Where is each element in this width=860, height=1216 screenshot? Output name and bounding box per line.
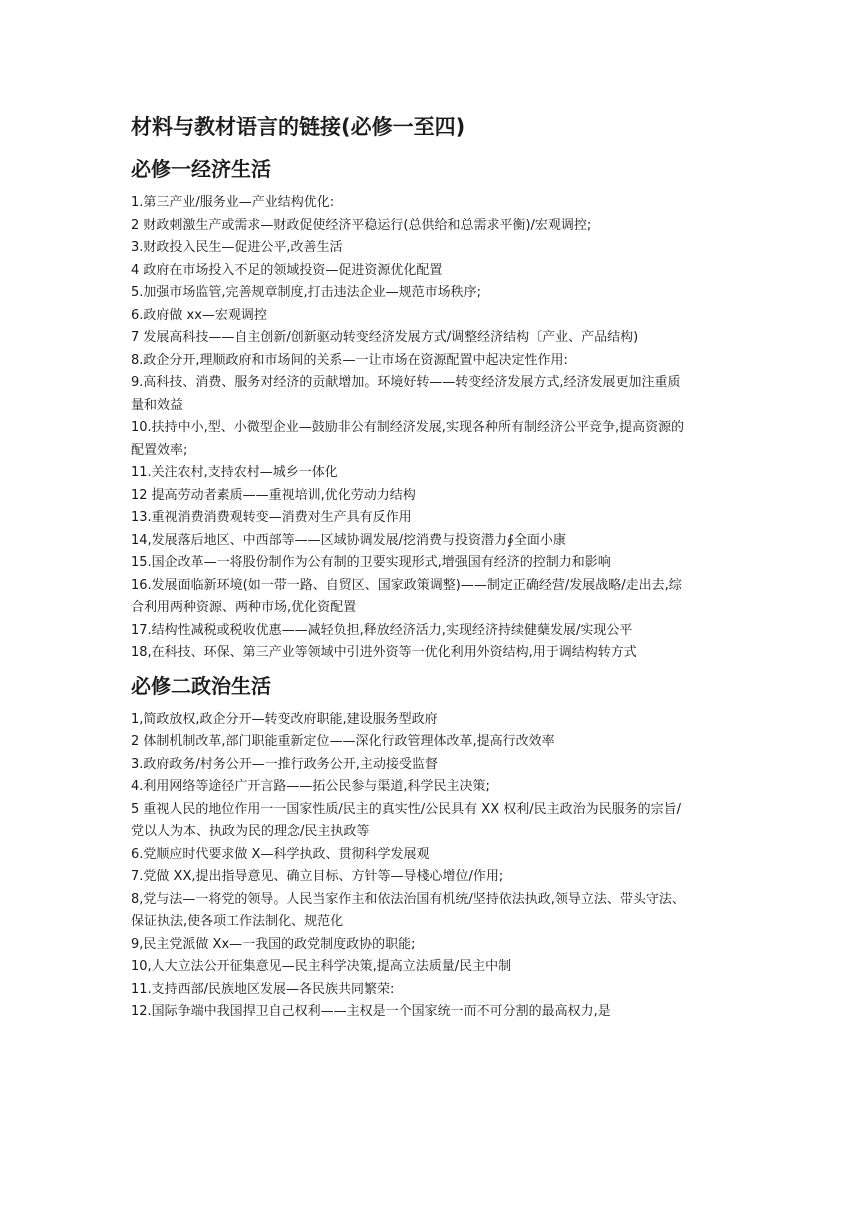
document-page — [131, 112, 693, 1024]
list-item: 8.政企分开,理顺政府和市场间的关系—一让市场在资源配置中起决定性作用: — [131, 352, 568, 368]
list-item: 8,党与法—一将党的领导。人民当家作主和依法治国有机统/坚持依法执政,领导立法、带头守法、保证执法,使各项工作法制化、规范化 — [131, 891, 685, 929]
list-item: 2 财政刺激生产或需求—财政促使经济平稳运行(总供给和总需求平衡)/宏观调控; — [131, 217, 592, 233]
list-item: 11.关注农村,支持农村—城乡一体化 — [131, 465, 338, 480]
list-item: 5.加强市场监管,完善规章制度,打击违法企业—规范市场秩序; — [131, 285, 482, 300]
list-item: 12.国际争端中我国捍卫自己权利——主权是一个国家统一而不可分割的最高权力,是 — [131, 1004, 611, 1019]
list-item: 10.扶持中小,型、小微型企业—鼓励非公有制经济发展,实现各种所有制经济公平竞争,提高资源的配置效率; — [131, 420, 685, 458]
list-item: 6.党顺应时代要求做 X—科学执政、贯彻科学发展观 — [131, 846, 430, 862]
list-item: 7.党做 XX,提出指导意见、确立目标、方针等—导棧心增位/作用; — [131, 869, 504, 884]
list-item: 3.财政投入民生—促进公平,改善生活 — [131, 240, 343, 255]
list-item: 9.高科技、消费、服务对经济的贡献增加。环境好转——转变经济发展方式,经济发展更加注重质量和效益 — [131, 375, 681, 413]
list-item: 4.利用网络等途径广开言路——拓公民参与渠道,科学民主决策; — [131, 779, 490, 794]
list-item: 14,发展落后地区、中西部等——区域协调发展/挖消费与投资潜力∮全面小康 — [131, 532, 566, 548]
list-item: 18,在科技、环保、第三产业等领域中引进外资等一优化利用外资结构,用于调结构转方式 — [131, 645, 637, 660]
list-item: 17.结构性减税或税收优惠——减轻负担,释放经济活力,实现经济持续健蘖发展/实现公平 — [131, 622, 633, 638]
list-item: 5 重视人民的地位作用一一国家性质/民主的真实性/公民具有 XX 权利/民主政治为民服务的宗旨/党以人为本、执政为民的理念/民主执政等 — [131, 801, 681, 839]
section-heading-politics: 必修二政治生活 — [131, 673, 271, 698]
list-item: 9,民主党派做 Xx—一我国的政党制度政协的职能; — [131, 936, 416, 952]
list-item: 16.发展面临新环境(如一带一路、自贸区、国家政策调整)——制定正确经营/发展战略/走出去,综合利用两种资源、两种市场,优化资配置 — [131, 577, 682, 615]
politics-item-list — [131, 709, 693, 1024]
list-item: 3.政府政务/村务公开—一推行政务公开,主动接受监督 — [131, 756, 438, 772]
list-item: 12 提高劳动者素质——重视培训,优化劳动力结构 — [131, 487, 416, 503]
list-item: 11.支持西部/民族地区发展—各民族共同繁荣: — [131, 981, 395, 997]
list-item: 1,简政放权,政企分开—转变改府职能,建设服务型政府 — [131, 711, 438, 727]
list-item: 4 政府在市场投入不足的领域投资—促进资源优化配置 — [131, 262, 443, 278]
economics-item-list — [131, 192, 693, 665]
section-heading-economics: 必修一经济生活 — [131, 157, 271, 181]
list-item: 13.重视消费消费观转变—消费对生产具有反作用 — [131, 510, 412, 525]
list-item: 1.第三产业/服务业—产业结构优化: — [131, 195, 335, 210]
list-item: 2 体制机制改革,部门职能重新定位——深化行政管理体改革,提高行改效率 — [131, 734, 555, 749]
list-item: 7 发展高科技——自主创新/创新驱动转变经济发展方式/调整经济结构〔产业、产品结构) — [131, 330, 639, 345]
list-item: 15.国企改革—一将股份制作为公有制的卫要实现形式,增强国有经济的控制力和影响 — [131, 555, 611, 570]
list-item: 6.政府做 xx—宏观调控 — [131, 307, 267, 323]
document-title: 材料与教材语言的链接(必修一至四) — [131, 115, 466, 139]
list-item: 10,人大立法公开征集意见—民主科学决策,提高立法质量/民主中制 — [131, 959, 512, 974]
